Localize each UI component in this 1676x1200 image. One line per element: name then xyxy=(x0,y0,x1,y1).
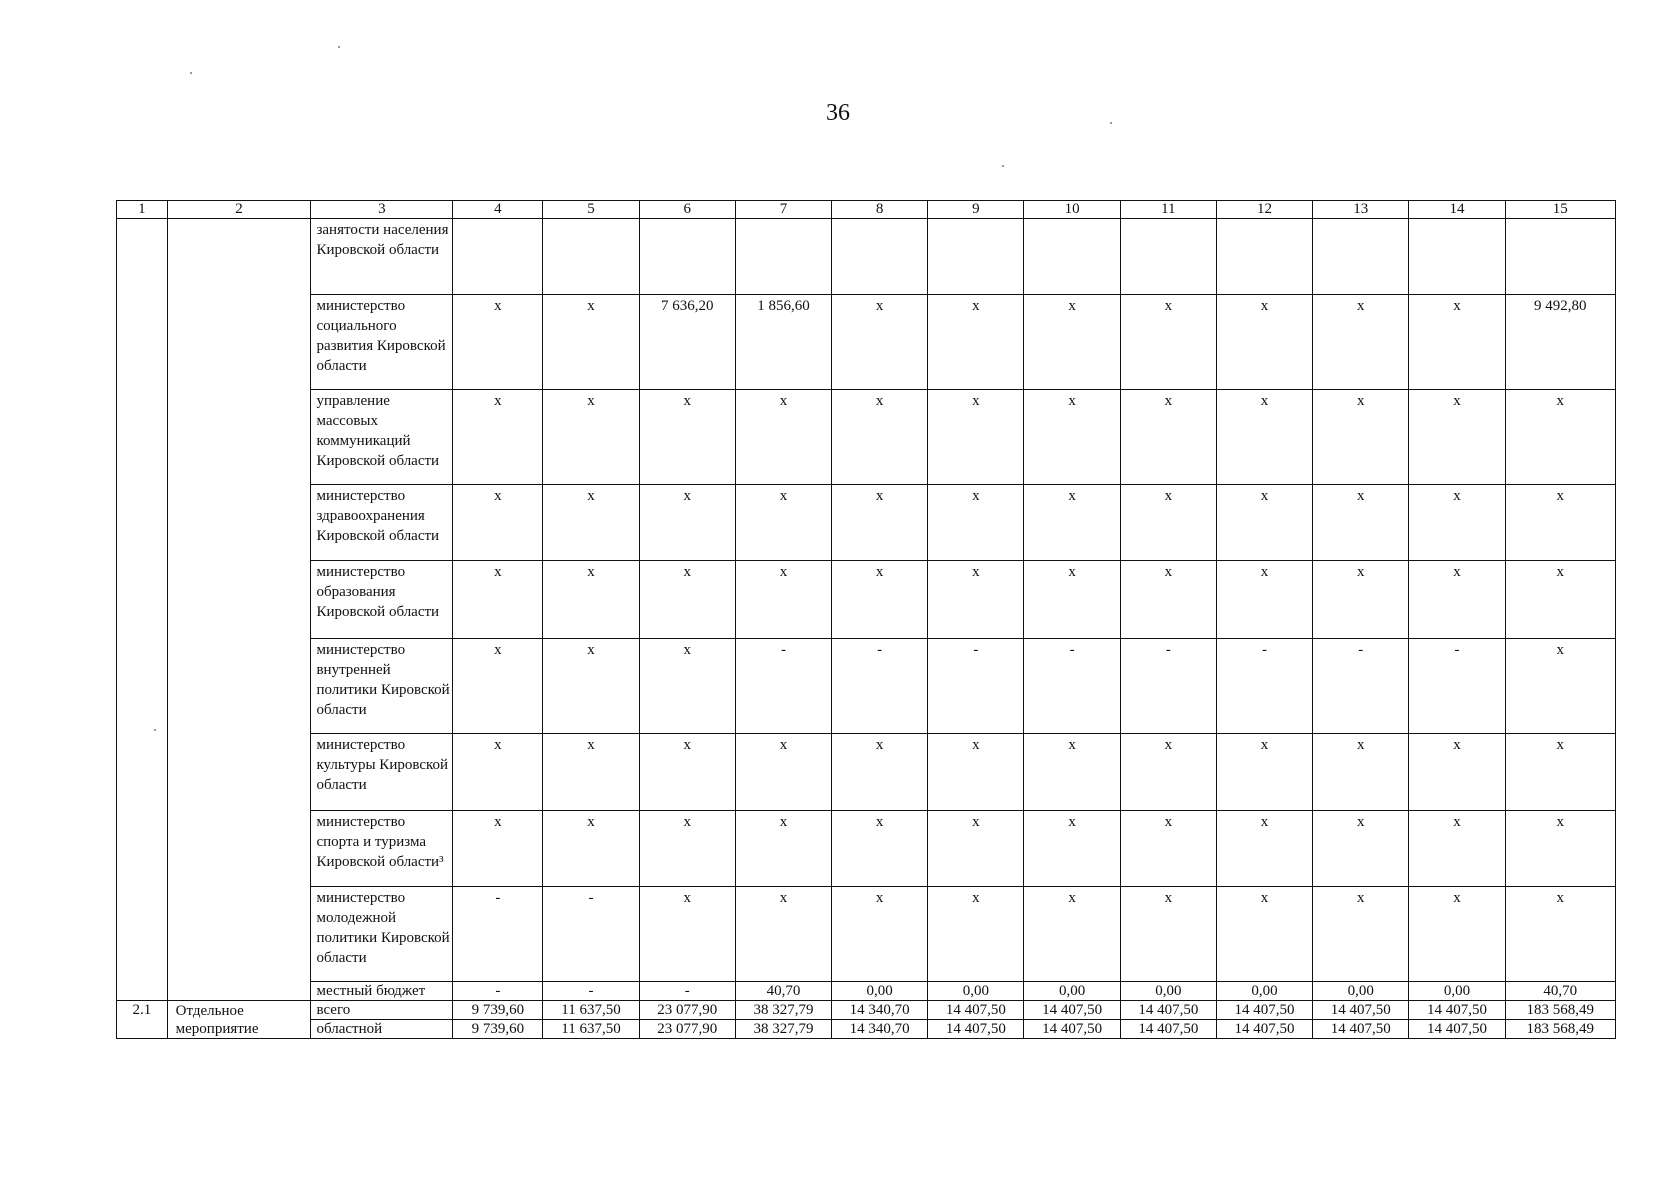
value-cell: x xyxy=(928,887,1024,982)
value-cell xyxy=(1505,219,1615,295)
value-cell: x xyxy=(453,734,543,811)
value-cell: x xyxy=(1505,811,1615,887)
value-cell: - xyxy=(1313,639,1409,734)
value-cell: x xyxy=(453,811,543,887)
section-row xyxy=(117,1020,1616,1039)
value-cell: 14 407,50 xyxy=(1409,1001,1505,1020)
table-row xyxy=(117,887,1616,982)
value-cell: x xyxy=(928,295,1024,390)
value-cell: 14 407,50 xyxy=(1313,1020,1409,1039)
value-cell: x xyxy=(1024,485,1120,561)
value-cell: 0,00 xyxy=(1216,982,1312,1001)
value-cell: x xyxy=(1505,887,1615,982)
value-cell: x xyxy=(832,390,928,485)
column-number: 6 xyxy=(639,201,735,219)
table-row xyxy=(117,561,1616,639)
executor-cell: занятости населения Кировской области xyxy=(311,219,453,295)
row-num-cell xyxy=(117,219,168,1001)
value-cell: x xyxy=(639,561,735,639)
column-number: 1 xyxy=(117,201,168,219)
value-cell: x xyxy=(453,295,543,390)
value-cell: x xyxy=(1409,390,1505,485)
value-cell: 14 407,50 xyxy=(1120,1001,1216,1020)
value-cell xyxy=(639,219,735,295)
value-cell: - xyxy=(453,982,543,1001)
value-cell: 23 077,90 xyxy=(639,1001,735,1020)
value-cell: x xyxy=(453,561,543,639)
value-cell: x xyxy=(735,485,831,561)
table-row xyxy=(117,982,1616,1001)
value-cell: x xyxy=(1120,390,1216,485)
value-cell: x xyxy=(1216,887,1312,982)
value-cell: x xyxy=(639,485,735,561)
table-row xyxy=(117,390,1616,485)
value-cell: x xyxy=(1409,561,1505,639)
value-cell: x xyxy=(639,887,735,982)
value-cell: x xyxy=(639,390,735,485)
value-cell: x xyxy=(1313,485,1409,561)
section-row xyxy=(117,1001,1616,1020)
value-cell: x xyxy=(1216,390,1312,485)
value-cell: 14 340,70 xyxy=(832,1001,928,1020)
value-cell: x xyxy=(735,734,831,811)
table-body xyxy=(117,201,1616,1039)
value-cell: x xyxy=(832,295,928,390)
value-cell: x xyxy=(1505,734,1615,811)
value-cell: x xyxy=(639,811,735,887)
value-cell: x xyxy=(928,485,1024,561)
value-cell: 0,00 xyxy=(1024,982,1120,1001)
value-cell: 14 340,70 xyxy=(832,1020,928,1039)
value-cell: x xyxy=(1120,561,1216,639)
value-cell: x xyxy=(453,485,543,561)
column-number: 12 xyxy=(1216,201,1312,219)
column-number: 2 xyxy=(167,201,311,219)
value-cell: x xyxy=(543,734,639,811)
value-cell: 40,70 xyxy=(735,982,831,1001)
column-number: 11 xyxy=(1120,201,1216,219)
value-cell: x xyxy=(735,390,831,485)
value-cell: x xyxy=(1505,639,1615,734)
value-cell: x xyxy=(1024,390,1120,485)
value-cell: 0,00 xyxy=(1313,982,1409,1001)
value-cell: x xyxy=(543,485,639,561)
value-cell: x xyxy=(1409,295,1505,390)
column-number: 13 xyxy=(1313,201,1409,219)
value-cell: x xyxy=(1216,485,1312,561)
value-cell: 23 077,90 xyxy=(639,1020,735,1039)
budget-type-cell: всего xyxy=(311,1001,453,1020)
scan-speck xyxy=(1110,122,1112,124)
value-cell: x xyxy=(832,485,928,561)
value-cell: x xyxy=(928,390,1024,485)
table-row xyxy=(117,639,1616,734)
value-cell: x xyxy=(1505,485,1615,561)
column-number: 4 xyxy=(453,201,543,219)
value-cell: 0,00 xyxy=(928,982,1024,1001)
table-row xyxy=(117,811,1616,887)
value-cell: x xyxy=(1120,295,1216,390)
value-cell: x xyxy=(928,734,1024,811)
value-cell: x xyxy=(1216,561,1312,639)
value-cell: 38 327,79 xyxy=(735,1001,831,1020)
value-cell: x xyxy=(1409,811,1505,887)
value-cell: x xyxy=(1409,485,1505,561)
value-cell: 40,70 xyxy=(1505,982,1615,1001)
value-cell: x xyxy=(1313,887,1409,982)
value-cell: x xyxy=(1024,734,1120,811)
value-cell: - xyxy=(735,639,831,734)
activity-cell xyxy=(167,219,311,1001)
value-cell: 14 407,50 xyxy=(1216,1020,1312,1039)
value-cell: x xyxy=(453,390,543,485)
value-cell: x xyxy=(735,887,831,982)
value-cell: x xyxy=(735,561,831,639)
value-cell: - xyxy=(928,639,1024,734)
value-cell: 7 636,20 xyxy=(639,295,735,390)
value-cell: x xyxy=(639,734,735,811)
value-cell: x xyxy=(1313,390,1409,485)
value-cell xyxy=(1024,219,1120,295)
value-cell: - xyxy=(1216,639,1312,734)
table-row xyxy=(117,219,1616,295)
value-cell xyxy=(928,219,1024,295)
value-cell: 0,00 xyxy=(1409,982,1505,1001)
value-cell: - xyxy=(1409,639,1505,734)
value-cell: x xyxy=(832,811,928,887)
value-cell xyxy=(1313,219,1409,295)
value-cell: x xyxy=(1216,734,1312,811)
budget-table xyxy=(116,200,1616,1039)
value-cell: x xyxy=(928,561,1024,639)
value-cell: x xyxy=(1313,811,1409,887)
value-cell: 0,00 xyxy=(1120,982,1216,1001)
value-cell: - xyxy=(1024,639,1120,734)
section-title: Отдельное мероприятие xyxy=(167,1001,311,1039)
value-cell xyxy=(543,219,639,295)
executor-cell: министерство спорта и туризма Кировской области³ xyxy=(311,811,453,887)
column-number: 3 xyxy=(311,201,453,219)
executor-cell: министерство социального развития Кировской области xyxy=(311,295,453,390)
value-cell: x xyxy=(1216,811,1312,887)
value-cell: 9 739,60 xyxy=(453,1020,543,1039)
value-cell: x xyxy=(928,811,1024,887)
value-cell: x xyxy=(832,561,928,639)
budget-type-cell: областной xyxy=(311,1020,453,1039)
value-cell: x xyxy=(1024,295,1120,390)
executor-cell: местный бюджет xyxy=(311,982,453,1001)
value-cell: x xyxy=(639,639,735,734)
value-cell: 183 568,49 xyxy=(1505,1001,1615,1020)
page-number: 36 xyxy=(826,100,850,126)
column-number: 10 xyxy=(1024,201,1120,219)
column-number: 9 xyxy=(928,201,1024,219)
value-cell: - xyxy=(639,982,735,1001)
executor-cell: министерство внутренней политики Кировской области xyxy=(311,639,453,734)
value-cell: x xyxy=(1505,561,1615,639)
table-row xyxy=(117,485,1616,561)
value-cell xyxy=(832,219,928,295)
value-cell xyxy=(1216,219,1312,295)
value-cell xyxy=(1120,219,1216,295)
value-cell: 14 407,50 xyxy=(1313,1001,1409,1020)
value-cell: x xyxy=(1313,561,1409,639)
value-cell: 14 407,50 xyxy=(1024,1001,1120,1020)
executor-cell: министерство культуры Кировской области xyxy=(311,734,453,811)
column-number: 14 xyxy=(1409,201,1505,219)
value-cell: x xyxy=(1216,295,1312,390)
value-cell: x xyxy=(1505,390,1615,485)
table-row xyxy=(117,734,1616,811)
value-cell: 9 739,60 xyxy=(453,1001,543,1020)
value-cell: x xyxy=(543,639,639,734)
value-cell: - xyxy=(453,887,543,982)
value-cell: 14 407,50 xyxy=(1024,1020,1120,1039)
value-cell: - xyxy=(1120,639,1216,734)
value-cell: x xyxy=(735,811,831,887)
value-cell: x xyxy=(1024,887,1120,982)
column-number: 15 xyxy=(1505,201,1615,219)
value-cell: x xyxy=(1120,887,1216,982)
value-cell xyxy=(453,219,543,295)
value-cell: x xyxy=(832,887,928,982)
executor-cell: министерство здравоохранения Кировской области xyxy=(311,485,453,561)
value-cell: x xyxy=(1120,811,1216,887)
value-cell: 14 407,50 xyxy=(928,1020,1024,1039)
value-cell: x xyxy=(1024,811,1120,887)
value-cell: x xyxy=(543,390,639,485)
value-cell: x xyxy=(1120,734,1216,811)
column-number: 5 xyxy=(543,201,639,219)
value-cell: x xyxy=(543,295,639,390)
executor-cell: министерство образования Кировской области xyxy=(311,561,453,639)
value-cell: x xyxy=(453,639,543,734)
value-cell: 9 492,80 xyxy=(1505,295,1615,390)
section-number: 2.1 xyxy=(117,1001,168,1039)
executor-cell: министерство молодежной политики Кировской области xyxy=(311,887,453,982)
column-number: 8 xyxy=(832,201,928,219)
value-cell xyxy=(1409,219,1505,295)
header-row xyxy=(117,201,1616,219)
value-cell: 183 568,49 xyxy=(1505,1020,1615,1039)
table-row xyxy=(117,295,1616,390)
column-number: 7 xyxy=(735,201,831,219)
value-cell: x xyxy=(543,811,639,887)
value-cell: 14 407,50 xyxy=(928,1001,1024,1020)
scan-speck xyxy=(338,46,340,48)
scan-speck xyxy=(1002,165,1004,167)
value-cell: x xyxy=(1313,734,1409,811)
value-cell xyxy=(735,219,831,295)
value-cell: 14 407,50 xyxy=(1120,1020,1216,1039)
value-cell: x xyxy=(1313,295,1409,390)
value-cell: 11 637,50 xyxy=(543,1020,639,1039)
value-cell: x xyxy=(1409,734,1505,811)
value-cell: x xyxy=(543,561,639,639)
value-cell: 11 637,50 xyxy=(543,1001,639,1020)
value-cell: x xyxy=(1409,887,1505,982)
value-cell: x xyxy=(832,734,928,811)
value-cell: 1 856,60 xyxy=(735,295,831,390)
value-cell: 38 327,79 xyxy=(735,1020,831,1039)
value-cell: x xyxy=(1120,485,1216,561)
value-cell: 14 407,50 xyxy=(1216,1001,1312,1020)
value-cell: - xyxy=(543,982,639,1001)
executor-cell: управление массовых коммуникаций Кировской области xyxy=(311,390,453,485)
value-cell: - xyxy=(543,887,639,982)
value-cell: 0,00 xyxy=(832,982,928,1001)
value-cell: 14 407,50 xyxy=(1409,1020,1505,1039)
scan-speck xyxy=(190,72,192,74)
value-cell: x xyxy=(1024,561,1120,639)
value-cell: - xyxy=(832,639,928,734)
